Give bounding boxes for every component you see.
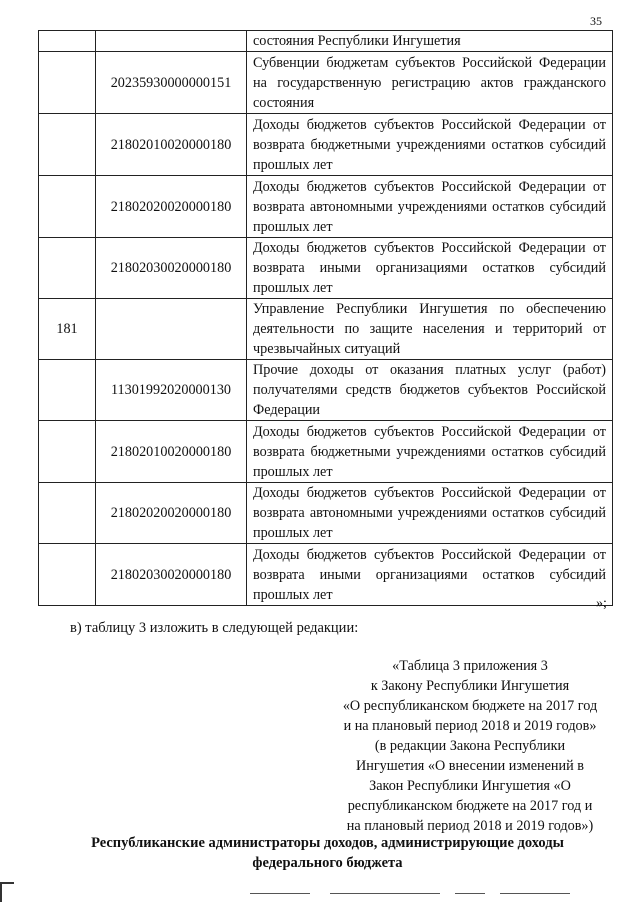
revenue-code-cell: 21802010020000180 — [96, 114, 247, 176]
table-caption — [340, 656, 600, 836]
revenue-code-cell: 20235930000000151 — [96, 52, 247, 114]
caption-line-2: к Закону Республики Ингушетия — [370, 678, 570, 694]
table-row — [39, 544, 613, 606]
admin-code-cell: 181 — [39, 299, 96, 360]
revenue-code-cell — [96, 299, 247, 360]
revenue-name-cell: Доходы бюджетов субъектов Российской Федерации от возврата автономными учреждениями остатков субсидий прошлых лет — [247, 483, 613, 544]
caption-line-3: «О республиканском бюджете на 2017 год и на плановый период 2018 и 2019 годов» (в редакции Закона Республики Ингушетия «О внесении изменений в Закон Республики Ингушетия «О республиканском бюджете на 2017 год и на плановый период 2018 и 2019 годов») — [342, 698, 598, 834]
table-row — [39, 360, 613, 421]
table-row — [39, 299, 613, 360]
revenue-name-cell: состояния Республики Ингушетия — [247, 31, 613, 52]
section-heading — [40, 833, 615, 873]
admin-code-cell — [39, 176, 96, 238]
table-row — [39, 238, 613, 299]
revenue-code-cell: 21802030020000180 — [96, 238, 247, 299]
table-row — [39, 31, 613, 52]
revenue-name-cell: Доходы бюджетов субъектов Российской Федерации от возврата бюджетными учреждениями остатков субсидий прошлых лет — [247, 114, 613, 176]
table-row — [39, 176, 613, 238]
revenue-code-cell: 11301992020000130 — [96, 360, 247, 421]
table-row — [39, 114, 613, 176]
admin-code-cell — [39, 421, 96, 483]
revenue-code-cell: 21802030020000180 — [96, 544, 247, 606]
revenue-code-cell: 21802010020000180 — [96, 421, 247, 483]
caption-line-1: «Таблица 3 приложения 3 — [392, 658, 548, 674]
revenue-name-cell: Субвенции бюджетам субъектов Российской Федерации на государственную регистрацию актов гражданского состояния — [247, 52, 613, 114]
page-number: 35 — [590, 14, 602, 28]
revenue-code-cell: 21802020020000180 — [96, 176, 247, 238]
admin-code-cell — [39, 52, 96, 114]
scan-bottom-rule — [0, 893, 640, 895]
admin-code-cell — [39, 31, 96, 52]
revenue-code-cell — [96, 31, 247, 52]
scan-corner-mark — [0, 882, 14, 902]
closing-quote: »; — [596, 596, 607, 611]
admin-code-cell — [39, 544, 96, 606]
heading-line-1: Республиканские администраторы доходов, администрирующие доходы — [91, 835, 564, 851]
table-row — [39, 52, 613, 114]
instruction-paragraph: в) таблицу 3 изложить в следующей редакции: — [70, 620, 359, 636]
revenue-name-cell: Доходы бюджетов субъектов Российской Федерации от возврата бюджетными учреждениями остатков субсидий прошлых лет — [247, 421, 613, 483]
admin-code-cell — [39, 238, 96, 299]
revenue-name-cell: Доходы бюджетов субъектов Российской Федерации от возврата иными организациями остатков субсидий прошлых лет — [247, 544, 613, 606]
admin-code-cell — [39, 360, 96, 421]
admin-code-cell — [39, 114, 96, 176]
table-row — [39, 483, 613, 544]
revenue-code-cell: 21802020020000180 — [96, 483, 247, 544]
revenue-name-cell: Управление Республики Ингушетия по обеспечению деятельности по защите населения и территорий от чрезвычайных ситуаций — [247, 299, 613, 360]
revenue-name-cell: Доходы бюджетов субъектов Российской Федерации от возврата автономными учреждениями остатков субсидий прошлых лет — [247, 176, 613, 238]
heading-line-2: федерального бюджета — [252, 855, 403, 871]
revenue-name-cell: Доходы бюджетов субъектов Российской Федерации от возврата иными организациями остатков субсидий прошлых лет — [247, 238, 613, 299]
revenue-table — [38, 30, 613, 606]
table-row — [39, 421, 613, 483]
admin-code-cell — [39, 483, 96, 544]
revenue-name-cell: Прочие доходы от оказания платных услуг (работ) получателями средств бюджетов субъектов Российской Федерации — [247, 360, 613, 421]
